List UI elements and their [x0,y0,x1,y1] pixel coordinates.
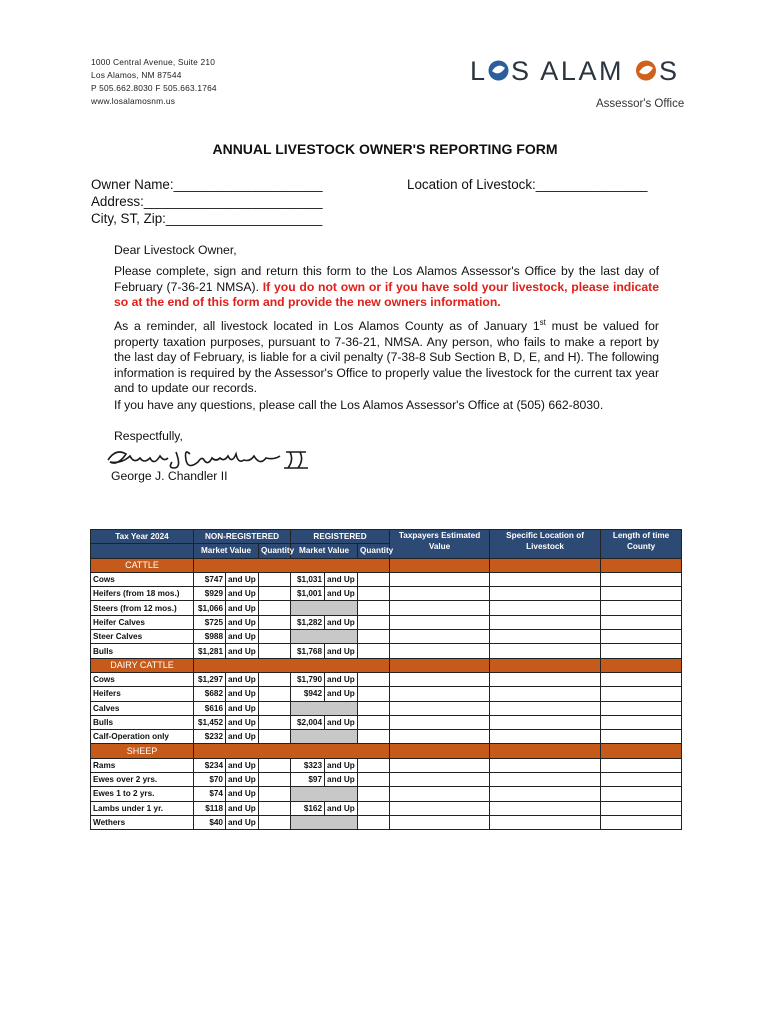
livestock-class: Steer Calves [91,630,194,644]
paragraph-2-sup: st [539,318,546,327]
livestock-class: Heifers (from 18 mos.) [91,587,194,601]
city-state-zip-field[interactable]: City, ST, Zip:_____________________ [91,211,323,226]
registered-value: $1,031 [291,572,325,586]
estimated-value-cell[interactable] [390,801,490,815]
specific-location-cell[interactable] [490,572,601,586]
livestock-class: Heifer Calves [91,615,194,629]
registered-quantity-cell[interactable] [358,687,390,701]
table-row [91,773,682,787]
non-registered-value: $232 [194,730,226,744]
livestock-class: Steers (from 12 mos.) [91,601,194,615]
registered-na-cell [291,630,358,644]
registered-value: $942 [291,687,325,701]
address-line-2: Los Alamos, NM 87544 [91,70,182,80]
and-up-label: and Up [325,587,358,601]
registered-value: $1,790 [291,672,325,686]
estimated-value-cell[interactable] [390,687,490,701]
owner-name-field[interactable]: Owner Name:____________________ [91,177,323,192]
registered-quantity-cell[interactable] [358,773,390,787]
and-up-label: and Up [226,672,259,686]
livestock-class: Bulls [91,715,194,729]
specific-location-cell[interactable] [490,801,601,815]
and-up-label: and Up [325,773,358,787]
length-of-time-cell[interactable] [601,615,682,629]
table-row [91,801,682,815]
non-registered-value: $1,297 [194,672,226,686]
livestock-location-field[interactable]: Location of Livestock:_______________ [407,177,648,192]
and-up-label: and Up [226,730,259,744]
non-registered-quantity-cell[interactable] [259,672,291,686]
non-registered-value: $1,281 [194,644,226,658]
and-up-label: and Up [226,687,259,701]
table-row [91,758,682,772]
letter-closing: Respectfully, [114,429,183,443]
and-up-label: and Up [226,601,259,615]
registered-value: $162 [291,801,325,815]
paragraph-2-text-a: As a reminder, all livestock located in Los Alamos County as of January 1 [114,319,540,334]
specific-location-cell[interactable] [490,672,601,686]
and-up-label: and Up [325,672,358,686]
non-registered-value: $70 [194,773,226,787]
livestock-class: Cows [91,572,194,586]
section-fill [490,658,601,672]
and-up-label: and Up [325,758,358,772]
non-registered-value: $1,452 [194,715,226,729]
registered-value: $1,282 [291,615,325,629]
registered-na-cell [291,787,358,801]
registered-header: REGISTERED [291,530,390,544]
registered-quantity-cell[interactable] [358,715,390,729]
length-of-time-cell[interactable] [601,715,682,729]
registered-quantity-cell[interactable] [358,758,390,772]
office-address [91,56,217,108]
specific-location-cell[interactable] [490,587,601,601]
and-up-label: and Up [226,801,259,815]
letter-greeting: Dear Livestock Owner, [114,243,237,257]
estimated-value-cell[interactable] [390,701,490,715]
length-of-time-cell[interactable] [601,801,682,815]
non-registered-value: $616 [194,701,226,715]
non-registered-quantity-cell[interactable] [259,572,291,586]
registered-quantity-cell[interactable] [358,672,390,686]
estimated-value-cell[interactable] [390,672,490,686]
tax-year-header: Tax Year 2024 [91,530,194,544]
non-registered-value: $40 [194,815,226,829]
table-header-row [91,530,682,544]
form-title: ANNUAL LIVESTOCK OWNER'S REPORTING FORM [212,141,558,157]
nr-market-value-header: Market Value [194,544,259,558]
table-row [91,615,682,629]
specific-location-cell[interactable] [490,715,601,729]
livestock-class: Bulls [91,644,194,658]
non-registered-quantity-cell[interactable] [259,715,291,729]
non-registered-value: $74 [194,787,226,801]
registered-quantity-cell[interactable] [358,630,390,644]
non-registered-quantity-cell[interactable] [259,630,291,644]
registered-value: $323 [291,758,325,772]
table-row [91,572,682,586]
section-fill [194,744,390,758]
estimated-value-cell[interactable] [390,601,490,615]
and-up-label: and Up [226,701,259,715]
table-row [91,644,682,658]
r-quantity-header: Quantity [358,544,390,558]
length-of-time-cell[interactable] [601,773,682,787]
letter-paragraph-2 [114,315,659,397]
registered-quantity-cell[interactable] [358,572,390,586]
length-of-time-cell[interactable] [601,587,682,601]
non-registered-quantity-cell[interactable] [259,815,291,829]
registered-value: $1,768 [291,644,325,658]
blank-subheader [91,544,194,558]
registered-na-cell [291,601,358,615]
section-fill [490,744,601,758]
svg-text:S ALAM: S ALAM [511,56,625,86]
los-alamos-logo [470,54,682,86]
estimated-value-cell[interactable] [390,615,490,629]
registered-value: $97 [291,773,325,787]
estimated-value-cell[interactable] [390,773,490,787]
table-row [91,601,682,615]
specific-location-cell[interactable] [490,644,601,658]
estimated-value-cell[interactable] [390,572,490,586]
address-line-phone: P 505.662.8030 F 505.663.1764 [91,83,217,93]
and-up-label: and Up [325,715,358,729]
length-of-time-cell[interactable] [601,644,682,658]
specific-location-header: Specific Location of Livestock [490,530,601,559]
table-row [91,815,682,829]
livestock-class: Wethers [91,815,194,829]
svg-text:L: L [470,56,488,86]
estimated-value-cell[interactable] [390,758,490,772]
section-fill [601,558,682,572]
registered-quantity-cell[interactable] [358,615,390,629]
estimated-value-cell[interactable] [390,787,490,801]
registered-quantity-cell[interactable] [358,587,390,601]
section-fill [194,558,390,572]
livestock-class: Rams [91,758,194,772]
estimated-value-cell[interactable] [390,730,490,744]
non-registered-quantity-cell[interactable] [259,601,291,615]
table-row [91,672,682,686]
paragraph-1-text: Please complete, sign and return this form to the Los Alamos Assessor's Office by the last day of February (7-36-21 NMSA). [114,264,659,294]
r-market-value-header: Market Value [291,544,358,558]
specific-location-cell[interactable] [490,773,601,787]
estimated-value-header: Taxpayers Estimated Value [390,530,490,559]
specific-location-cell[interactable] [490,815,601,829]
table-row [91,715,682,729]
length-of-time-header: Length of time County [601,530,682,559]
registered-quantity-cell[interactable] [358,801,390,815]
non-registered-quantity-cell[interactable] [259,730,291,744]
livestock-class: Heifers [91,687,194,701]
specific-location-cell[interactable] [490,730,601,744]
specific-location-cell[interactable] [490,787,601,801]
specific-location-cell[interactable] [490,687,601,701]
non-registered-value: $929 [194,587,226,601]
length-of-time-cell[interactable] [601,572,682,586]
registered-quantity-cell[interactable] [358,644,390,658]
registered-na-cell [291,701,358,715]
and-up-label: and Up [226,715,259,729]
signer-name: George J. Chandler II [111,469,228,483]
livestock-class: Calves [91,701,194,715]
non-registered-header: NON-REGISTERED [194,530,291,544]
paragraph-1-end: . [497,295,501,310]
letter-paragraph-1 [114,264,659,311]
registered-quantity-cell[interactable] [358,815,390,829]
section-fill [390,744,490,758]
address-line-web: www.losalamosnm.us [91,96,176,106]
section-fill [601,744,682,758]
non-registered-quantity-cell[interactable] [259,615,291,629]
section-fill [390,658,490,672]
and-up-label: and Up [325,615,358,629]
and-up-label: and Up [226,787,259,801]
non-registered-quantity-cell[interactable] [259,787,291,801]
and-up-label: and Up [226,758,259,772]
registered-quantity-cell[interactable] [358,601,390,615]
address-field[interactable]: Address:________________________ [91,194,323,209]
non-registered-value: $234 [194,758,226,772]
non-registered-quantity-cell[interactable] [259,687,291,701]
length-of-time-cell[interactable] [601,787,682,801]
table-row [91,787,682,801]
paragraph-1-warning: If you do not own or if you have sold your livestock, please indicate so at the end of this form and provide the new owners information [114,279,660,310]
svg-text:S: S [659,56,678,86]
non-registered-value: $747 [194,572,226,586]
non-registered-value: $682 [194,687,226,701]
non-registered-value: $1,066 [194,601,226,615]
length-of-time-cell[interactable] [601,630,682,644]
assessor-office-label: Assessor's Office [596,98,685,110]
address-line-1: 1000 Central Avenue, Suite 210 [91,57,216,67]
table-row [91,730,682,744]
and-up-label: and Up [325,572,358,586]
nr-quantity-header: Quantity [259,544,291,558]
paragraph-2-text-b: must be valued for property taxation purposes, pursuant to 7-36-21, NMSA. Any person, who fails to make a report by the last day of February, is liable for a civil penalty (7-38-8 Sub Section B, D, E, and H). The following information is required by the Assessor's Office to properly value the livestock for the current tax year and to update our records. [114,319,659,396]
livestock-class: Ewes over 2 yrs. [91,773,194,787]
non-registered-quantity-cell[interactable] [259,644,291,658]
length-of-time-cell[interactable] [601,672,682,686]
specific-location-cell[interactable] [490,758,601,772]
non-registered-quantity-cell[interactable] [259,801,291,815]
livestock-class: Cows [91,672,194,686]
section-label: CATTLE [91,558,194,572]
estimated-value-cell[interactable] [390,587,490,601]
registered-quantity-cell[interactable] [358,701,390,715]
length-of-time-cell[interactable] [601,758,682,772]
and-up-label: and Up [226,615,259,629]
length-of-time-cell[interactable] [601,601,682,615]
non-registered-quantity-cell[interactable] [259,758,291,772]
length-of-time-cell[interactable] [601,687,682,701]
letter-paragraph-3: If you have any questions, please call the Los Alamos Assessor's Office at (505) 662-8030. [114,398,604,412]
section-fill [490,558,601,572]
specific-location-cell[interactable] [490,615,601,629]
non-registered-quantity-cell[interactable] [259,701,291,715]
livestock-table [90,529,682,830]
non-registered-quantity-cell[interactable] [259,587,291,601]
section-fill [390,558,490,572]
registered-na-cell [291,815,358,829]
table-row [91,687,682,701]
livestock-class: Lambs under 1 yr. [91,801,194,815]
registered-na-cell [291,730,358,744]
section-row [91,658,682,672]
and-up-label: and Up [226,572,259,586]
and-up-label: and Up [226,630,259,644]
and-up-label: and Up [226,644,259,658]
registered-quantity-cell[interactable] [358,787,390,801]
logo-wordmark [470,54,682,86]
length-of-time-cell[interactable] [601,730,682,744]
registered-quantity-cell[interactable] [358,730,390,744]
section-row [91,744,682,758]
estimated-value-cell[interactable] [390,644,490,658]
table-row [91,630,682,644]
non-registered-value: $118 [194,801,226,815]
table-row [91,701,682,715]
and-up-label: and Up [325,801,358,815]
registered-value: $2,004 [291,715,325,729]
livestock-class: Calf-Operation only [91,730,194,744]
table-row [91,587,682,601]
estimated-value-cell[interactable] [390,630,490,644]
livestock-class: Ewes 1 to 2 yrs. [91,787,194,801]
specific-location-cell[interactable] [490,630,601,644]
non-registered-quantity-cell[interactable] [259,773,291,787]
section-label: DAIRY CATTLE [91,658,194,672]
and-up-label: and Up [226,773,259,787]
section-label: SHEEP [91,744,194,758]
and-up-label: and Up [226,587,259,601]
non-registered-value: $988 [194,630,226,644]
specific-location-cell[interactable] [490,701,601,715]
section-row [91,558,682,572]
section-fill [601,658,682,672]
length-of-time-cell[interactable] [601,701,682,715]
registered-value: $1,001 [291,587,325,601]
non-registered-value: $725 [194,615,226,629]
estimated-value-cell[interactable] [390,715,490,729]
and-up-label: and Up [226,815,259,829]
specific-location-cell[interactable] [490,601,601,615]
and-up-label: and Up [325,644,358,658]
estimated-value-cell[interactable] [390,815,490,829]
livestock-table-body [91,530,682,830]
and-up-label: and Up [325,687,358,701]
section-fill [194,658,390,672]
length-of-time-cell[interactable] [601,815,682,829]
